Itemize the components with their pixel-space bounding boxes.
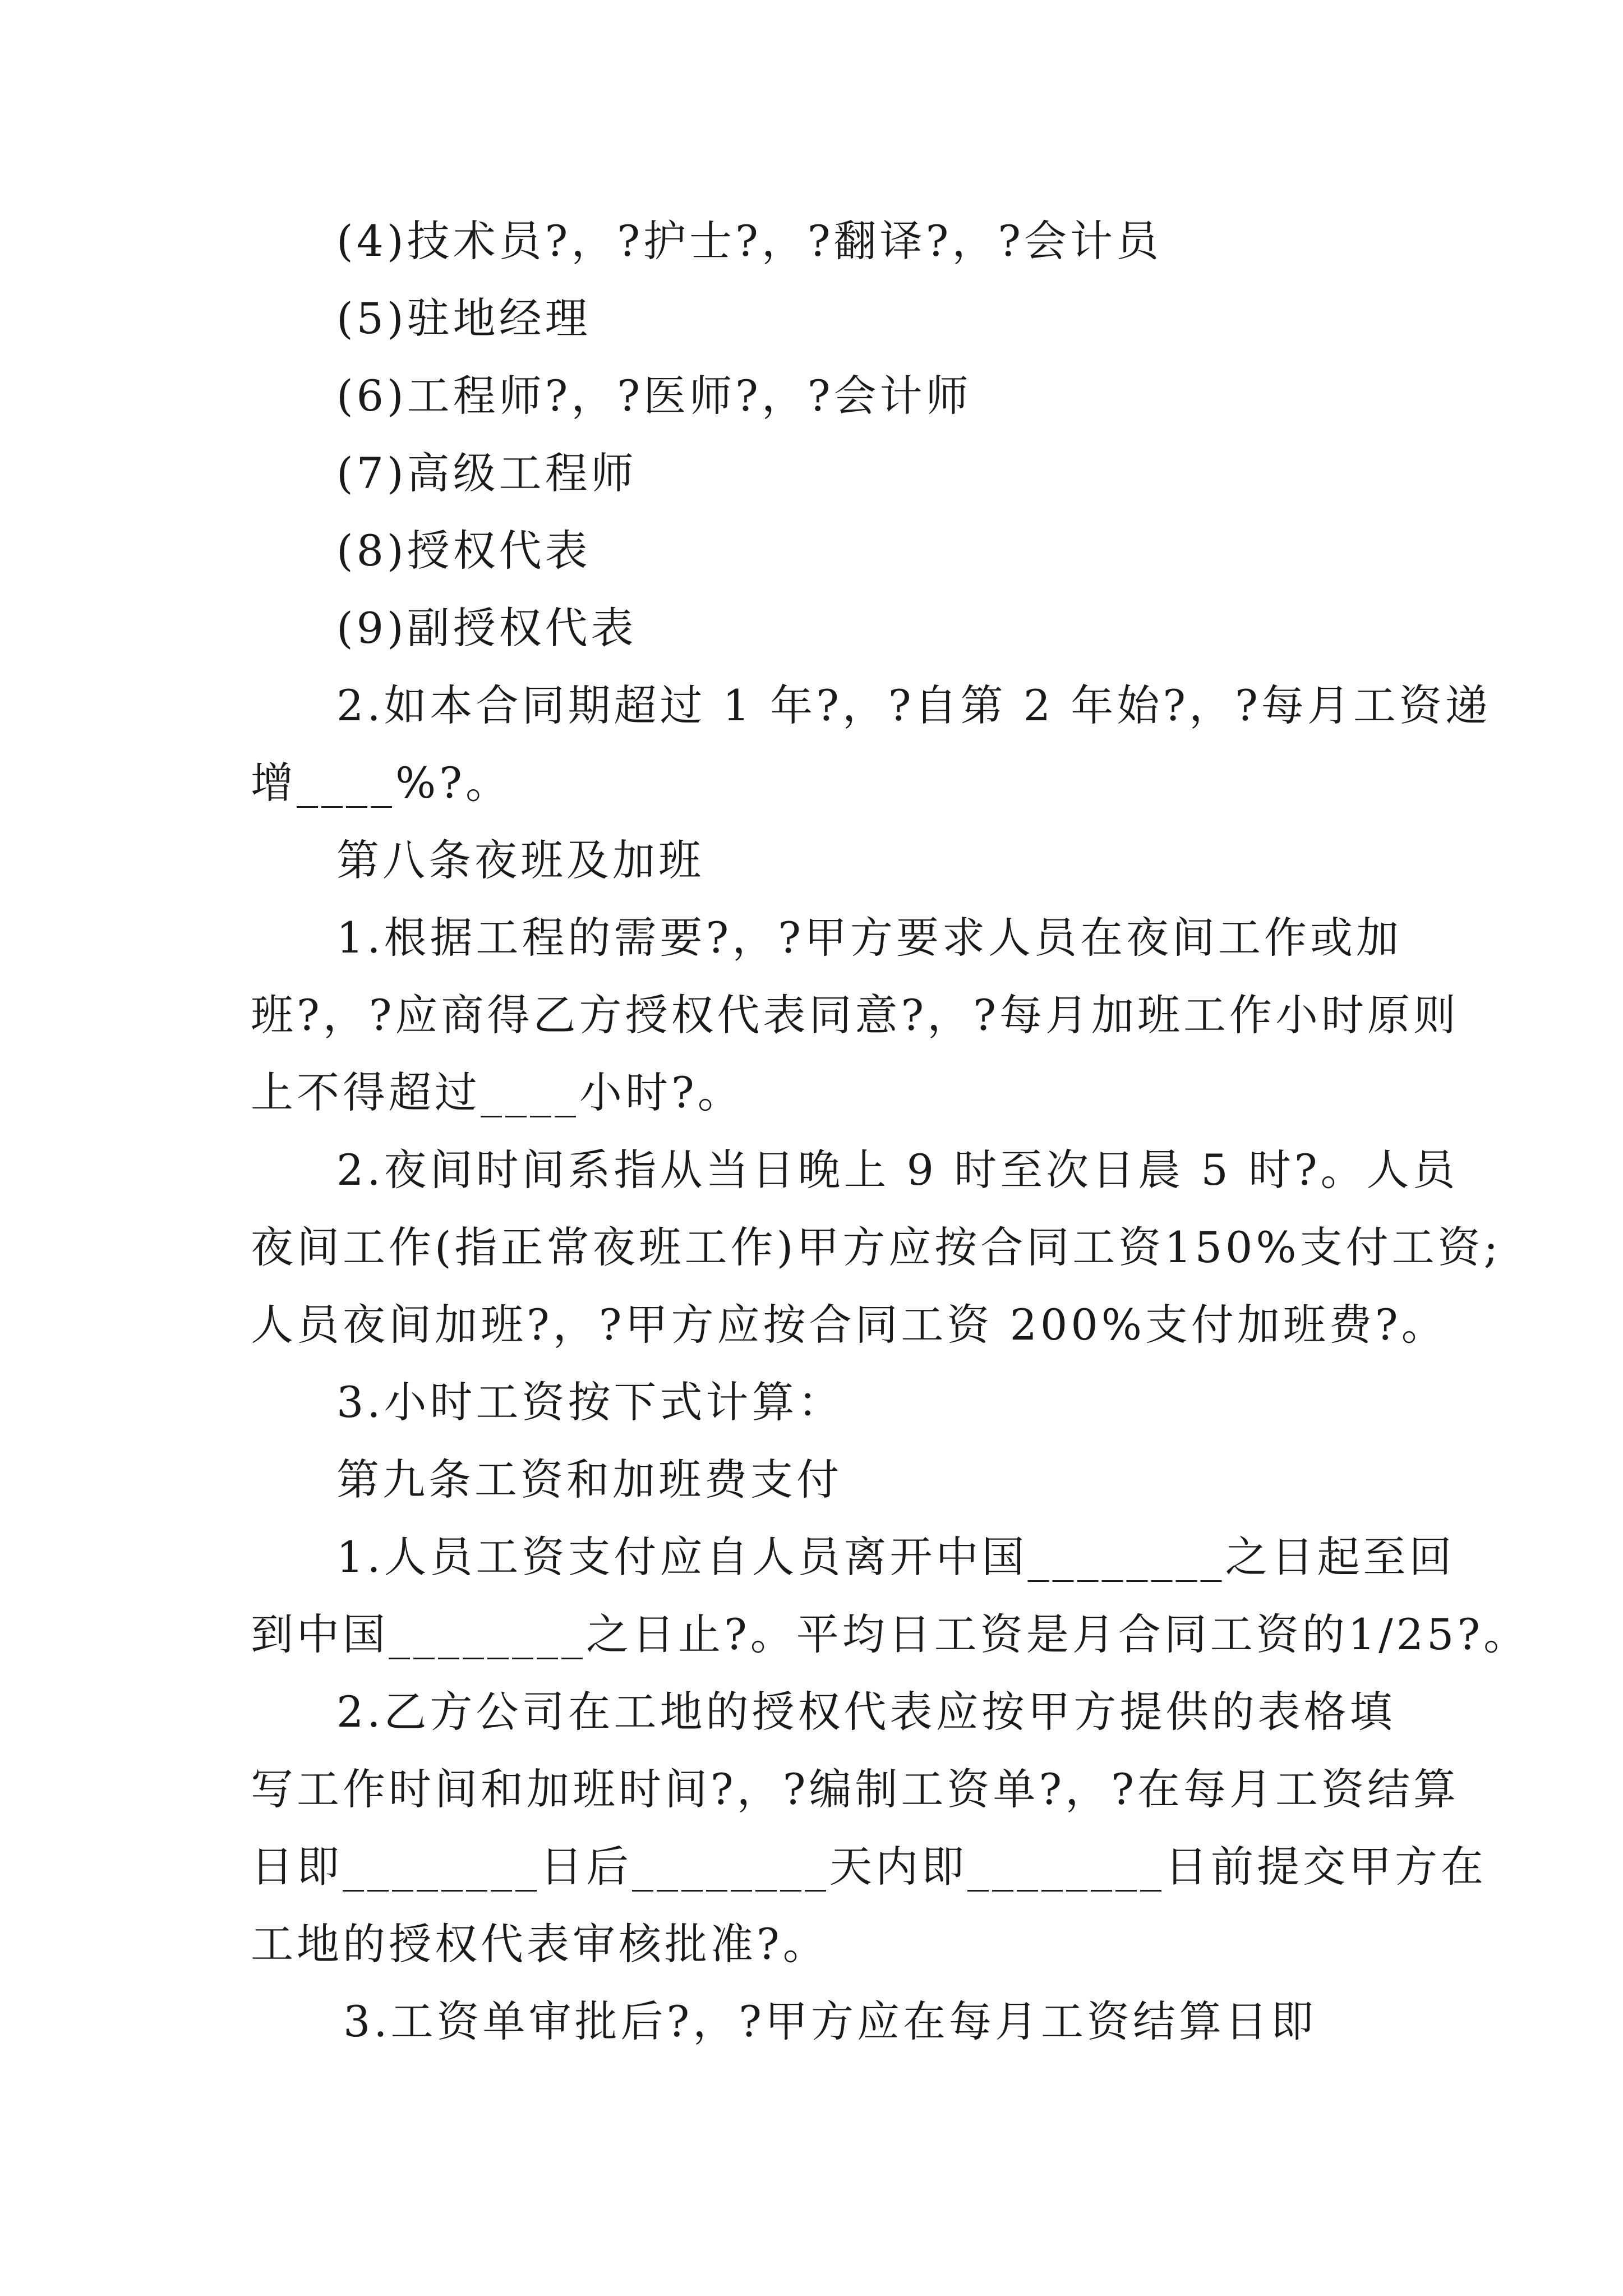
paragraph-line: 2.夜间时间系指从当日晚上 9 时至次日晨 5 时?。人员: [336, 1145, 1459, 1195]
paragraph-line: 1.人员工资支付应自人员离开中国________之日起至回: [336, 1532, 1455, 1582]
paragraph-line: 人员夜间加班?，?甲方应按合同工资 200%支付加班费?。: [251, 1300, 1447, 1350]
paragraph-line: 3.工资单审批后?，?甲方应在每月工资结算日即: [343, 1996, 1317, 2046]
paragraph-line: 1.根据工程的需要?，?甲方要求人员在夜间工作或加: [336, 913, 1403, 963]
section-heading-article-8: 第八条夜班及加班: [336, 835, 704, 885]
list-item-4: (4)技术员?，?护士?，?翻译?，?会计员: [336, 216, 1163, 266]
paragraph-line: 增____%?。: [251, 758, 511, 808]
paragraph-line: 2.乙方公司在工地的授权代表应按甲方提供的表格填: [336, 1687, 1396, 1737]
list-item-9: (9)副授权代表: [336, 603, 637, 653]
paragraph-line: 夜间工作(指正常夜班工作)甲方应按合同工资150%支付工资;: [251, 1222, 1502, 1272]
paragraph-line: 3.小时工资按下式计算：: [336, 1377, 844, 1427]
paragraph-line: 班?，?应商得乙方授权代表同意?，?每月加班工作小时原则: [251, 990, 1459, 1040]
paragraph-line: 到中国________之日止?。平均日工资是月合同工资的1/25?。: [251, 1609, 1530, 1659]
list-item-7: (7)高级工程师: [336, 448, 637, 498]
section-heading-article-9: 第九条工资和加班费支付: [336, 1455, 842, 1504]
list-item-5: (5)驻地经理: [336, 293, 591, 343]
list-item-6: (6)工程师?，?医师?，?会计师: [336, 371, 972, 421]
paragraph-line: 2.如本合同期超过 1 年?，?自第 2 年始?，?每月工资递: [336, 680, 1491, 730]
paragraph-line: 日即________日后________天内即________日前提交甲方在: [251, 1842, 1487, 1892]
paragraph-line: 写工作时间和加班时间?，?编制工资单?，?在每月工资结算: [251, 1764, 1459, 1814]
paragraph-line: 工地的授权代表审核批准?。: [251, 1919, 829, 1969]
paragraph-line: 上不得超过____小时?。: [251, 1068, 744, 1117]
list-item-8: (8)授权代表: [336, 526, 591, 576]
